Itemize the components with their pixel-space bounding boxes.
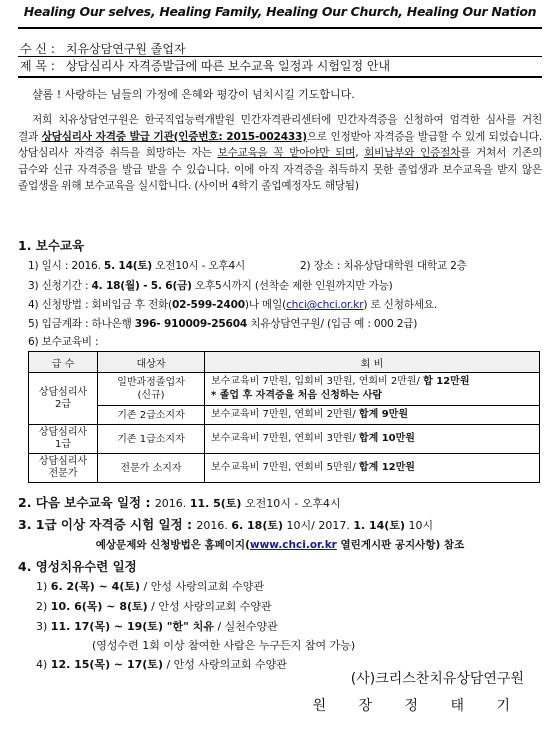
greeting: 샬롬 ! 사랑하는 님들의 가정에 은혜와 평강이 넘치시길 기도합니다. (32, 88, 355, 101)
s1-fee-title: 6) 보수교육비 : (28, 336, 99, 348)
retreat-4-num: 4) (36, 658, 51, 671)
fee-grade-expert: 상담심리사 전문가 (29, 454, 98, 483)
retreat-4-date: 12. 15(목) ~ 17(토) (50, 658, 163, 671)
s1-account (28, 316, 417, 331)
section-2-title: 2. 다음 보수교육 일정 : (18, 495, 155, 510)
fee-1-detail: 보수교육비 7만원, 연회비 3만원/ (211, 433, 359, 444)
retreat-item-1 (36, 578, 264, 594)
section-2 (18, 493, 341, 511)
fee-target-1-existing: 기존 1급소지자 (98, 425, 205, 454)
s3-d1-time: 10시/ 2017. (283, 519, 354, 532)
fee-table (28, 351, 540, 483)
director-signature: 원 장 정 태 기 (312, 698, 524, 714)
s1-apply-period (28, 278, 393, 293)
fee-2-total: 합계 9만원 (358, 409, 409, 420)
subject-value: 상담심리사 자격증발급에 따른 보수교육 일정과 시험일정 안내 (65, 59, 391, 73)
fee-row-1 (29, 425, 540, 454)
s1-apply-label: 3) 신청기간 : (28, 280, 92, 292)
fee-new-detail: 보수교육비 7만원, 입회비 3만원, 연회비 2만원/ (211, 376, 424, 387)
retreat-item-4 (36, 656, 287, 672)
recipient-line (20, 40, 186, 57)
s1-date-time: 오전10시 - 오후4시 (152, 260, 246, 272)
fee-header-grade: 급 수 (29, 352, 98, 373)
intro-text-1: 저희 치유상담연구원은 한국직업능력개발원 민간자격관리센터에 민간자격증을 신청하여 엄격한 심사를 거친 결과 (18, 114, 542, 143)
fee-table-header-row (29, 352, 540, 373)
retreat-3-num: 3) (36, 620, 51, 633)
s2-date-bold: 11. 5(토) (189, 497, 242, 510)
recipient-value: 치유상담연구원 졸업자 (65, 42, 186, 56)
header-top-rule (18, 27, 542, 29)
s3-d2-time: 10시 (404, 519, 434, 532)
subject-line (20, 57, 540, 74)
retreat-3-note: (영성수련 1회 이상 참여한 사람은 누구든지 참여 가능) (92, 639, 356, 652)
s3-note-post: 열린게시판 공지사항) 참조 (336, 539, 465, 551)
retreat-2-place: / 안성 사랑의교회 수양관 (147, 600, 272, 613)
s1-apply-bold: 4. 18(월) - 5. 6(금) (91, 280, 192, 292)
s1-account-label: 5) 입금계좌 : 하나은행 (28, 318, 135, 330)
header-bottom-rule (18, 76, 542, 78)
section-3-title: 3. 1급 이상 자격증 시험 일정 : (18, 517, 197, 532)
s1-apply-rest: 오후5시까지 (선착순 제한 인원까지만 가능) (191, 280, 393, 292)
fee-header-fee: 회 비 (205, 352, 540, 373)
fee-target-expert: 전문가 소지자 (98, 454, 205, 483)
fee-new-note: * 졸업 후 자격증을 처음 신청하는 사람 (211, 390, 383, 401)
intro-must-train: 보수교육을 꼭 받아야만 되며 (217, 147, 356, 159)
homepage-link[interactable]: www.chci.or.kr (249, 539, 337, 551)
retreat-item-2 (36, 598, 272, 614)
section-4-title: 4. 영성치유수련 일정 (18, 559, 137, 574)
fee-cell-new (205, 373, 540, 406)
s2-time: 오전10시 - 오후4시 (241, 497, 341, 510)
s1-email-link[interactable]: chci@chci.or.kr (286, 299, 364, 311)
s1-account-end: 치유상담연구원/ (입금 예 : 000 2급) (247, 318, 418, 330)
fee-expert-total: 합계 12만원 (358, 462, 415, 473)
slogan-heading: Healing Our selves, Healing Family, Healing Our Church, Healing Our Nation (23, 4, 537, 19)
intro-fee-process: 회비납부와 인증절차 (364, 147, 461, 159)
retreat-item-3 (36, 618, 278, 634)
organization-name: (사)크리스찬치유상담연구원 (350, 671, 524, 687)
retreat-2-num: 2) (36, 600, 51, 613)
fee-cell-expert (205, 454, 540, 483)
fee-row-2-new (29, 373, 540, 406)
s1-date-label: 1) 일시 : 2016. (28, 260, 104, 272)
retreat-3-date: 11. 17(목) ~ 19(토) "한" 치유 (50, 620, 214, 633)
retreat-4-place: / 안성 사랑의교회 수양관 (162, 658, 287, 671)
s1-method-label: 4) 신청방법 : 회비입금 후 전화( (28, 299, 172, 311)
subject-label: 제 목 : (20, 59, 55, 73)
s1-phone: 02-599-2400 (171, 299, 245, 311)
fee-expert-detail: 보수교육비 7만원, 연회비 5만원/ (211, 462, 359, 473)
s1-method-mid: )나 메일( (244, 299, 287, 311)
intro-text-2: 으로 인정받아 자격증을 발급할 수 있게 되었습니다. 상담심리사 자격증 취득을 희망하는 자는 (18, 130, 542, 159)
fee-2-detail: 보수교육비 7만원, 연회비 2만원/ (211, 409, 359, 420)
fee-row-expert (29, 454, 540, 483)
fee-row-2-existing (29, 406, 540, 425)
fee-grade-2: 상담심리사 2급 (29, 373, 98, 425)
s3-d1-bold: 6. 18(토) (231, 519, 284, 532)
intro-cert-agency: 상담심리사 자격증 발급 기관(인증번호: 2015-002433) (41, 130, 307, 143)
retreat-1-place: / 안성 사랑의교회 수양관 (140, 580, 264, 593)
retreat-1-num: 1) (36, 580, 51, 593)
section-1-title: 1. 보수교육 (18, 238, 85, 253)
fee-header-target: 대상자 (98, 352, 205, 373)
s1-date-bold: 5. 14(토) (103, 260, 153, 272)
fee-new-total: 합 12만원 (423, 376, 470, 387)
intro-text-4: 를 거쳐서 기존의 급수와 신규 자격증을 발급 받을 수 있습니다. 이에 아직 자격증을 취득하지 못한 졸업생과 보수교육을 받지 않은 졸업생을 위해 보수교육을 실시합니다. (사이버 4학기 졸업예정자도 해당됨) (18, 147, 543, 192)
s3-note (0, 537, 560, 552)
fee-1-total: 합계 10만원 (358, 433, 415, 444)
fee-target-new: 일반과정졸업자 (신규) (98, 373, 205, 406)
s1-account-no: 396- 910009-25604 (134, 318, 248, 330)
retreat-2-date: 10. 6(목) ~ 8(토) (50, 600, 148, 613)
recipient-label: 수 신 : (20, 42, 55, 56)
s1-method (28, 297, 437, 312)
fee-cell-1 (205, 425, 540, 454)
fee-target-2-existing: 기존 2급소지자 (98, 406, 205, 425)
fee-grade-1: 상담심리사 1급 (29, 425, 98, 454)
section-3 (18, 515, 433, 533)
intro-text-3: , (355, 147, 365, 159)
s3-d2-bold: 1. 14(토) (353, 519, 405, 532)
intro-paragraph (18, 112, 542, 195)
s1-place: 2) 장소 : 치유상담대학원 대학교 2층 (300, 260, 467, 272)
retreat-3-place: / 실천수양관 (213, 620, 278, 633)
s1-method-end: ) 로 신청하세요. (363, 299, 437, 311)
s3-note-pre: 예상문제와 신청방법은 홈페이지( (95, 539, 250, 551)
s1-date (28, 258, 245, 273)
fee-cell-2-existing (205, 406, 540, 425)
s3-d1: 2016. (196, 519, 232, 532)
retreat-1-date: 6. 2(목) ~ 4(토) (50, 580, 141, 593)
s2-date: 2016. (154, 497, 190, 510)
